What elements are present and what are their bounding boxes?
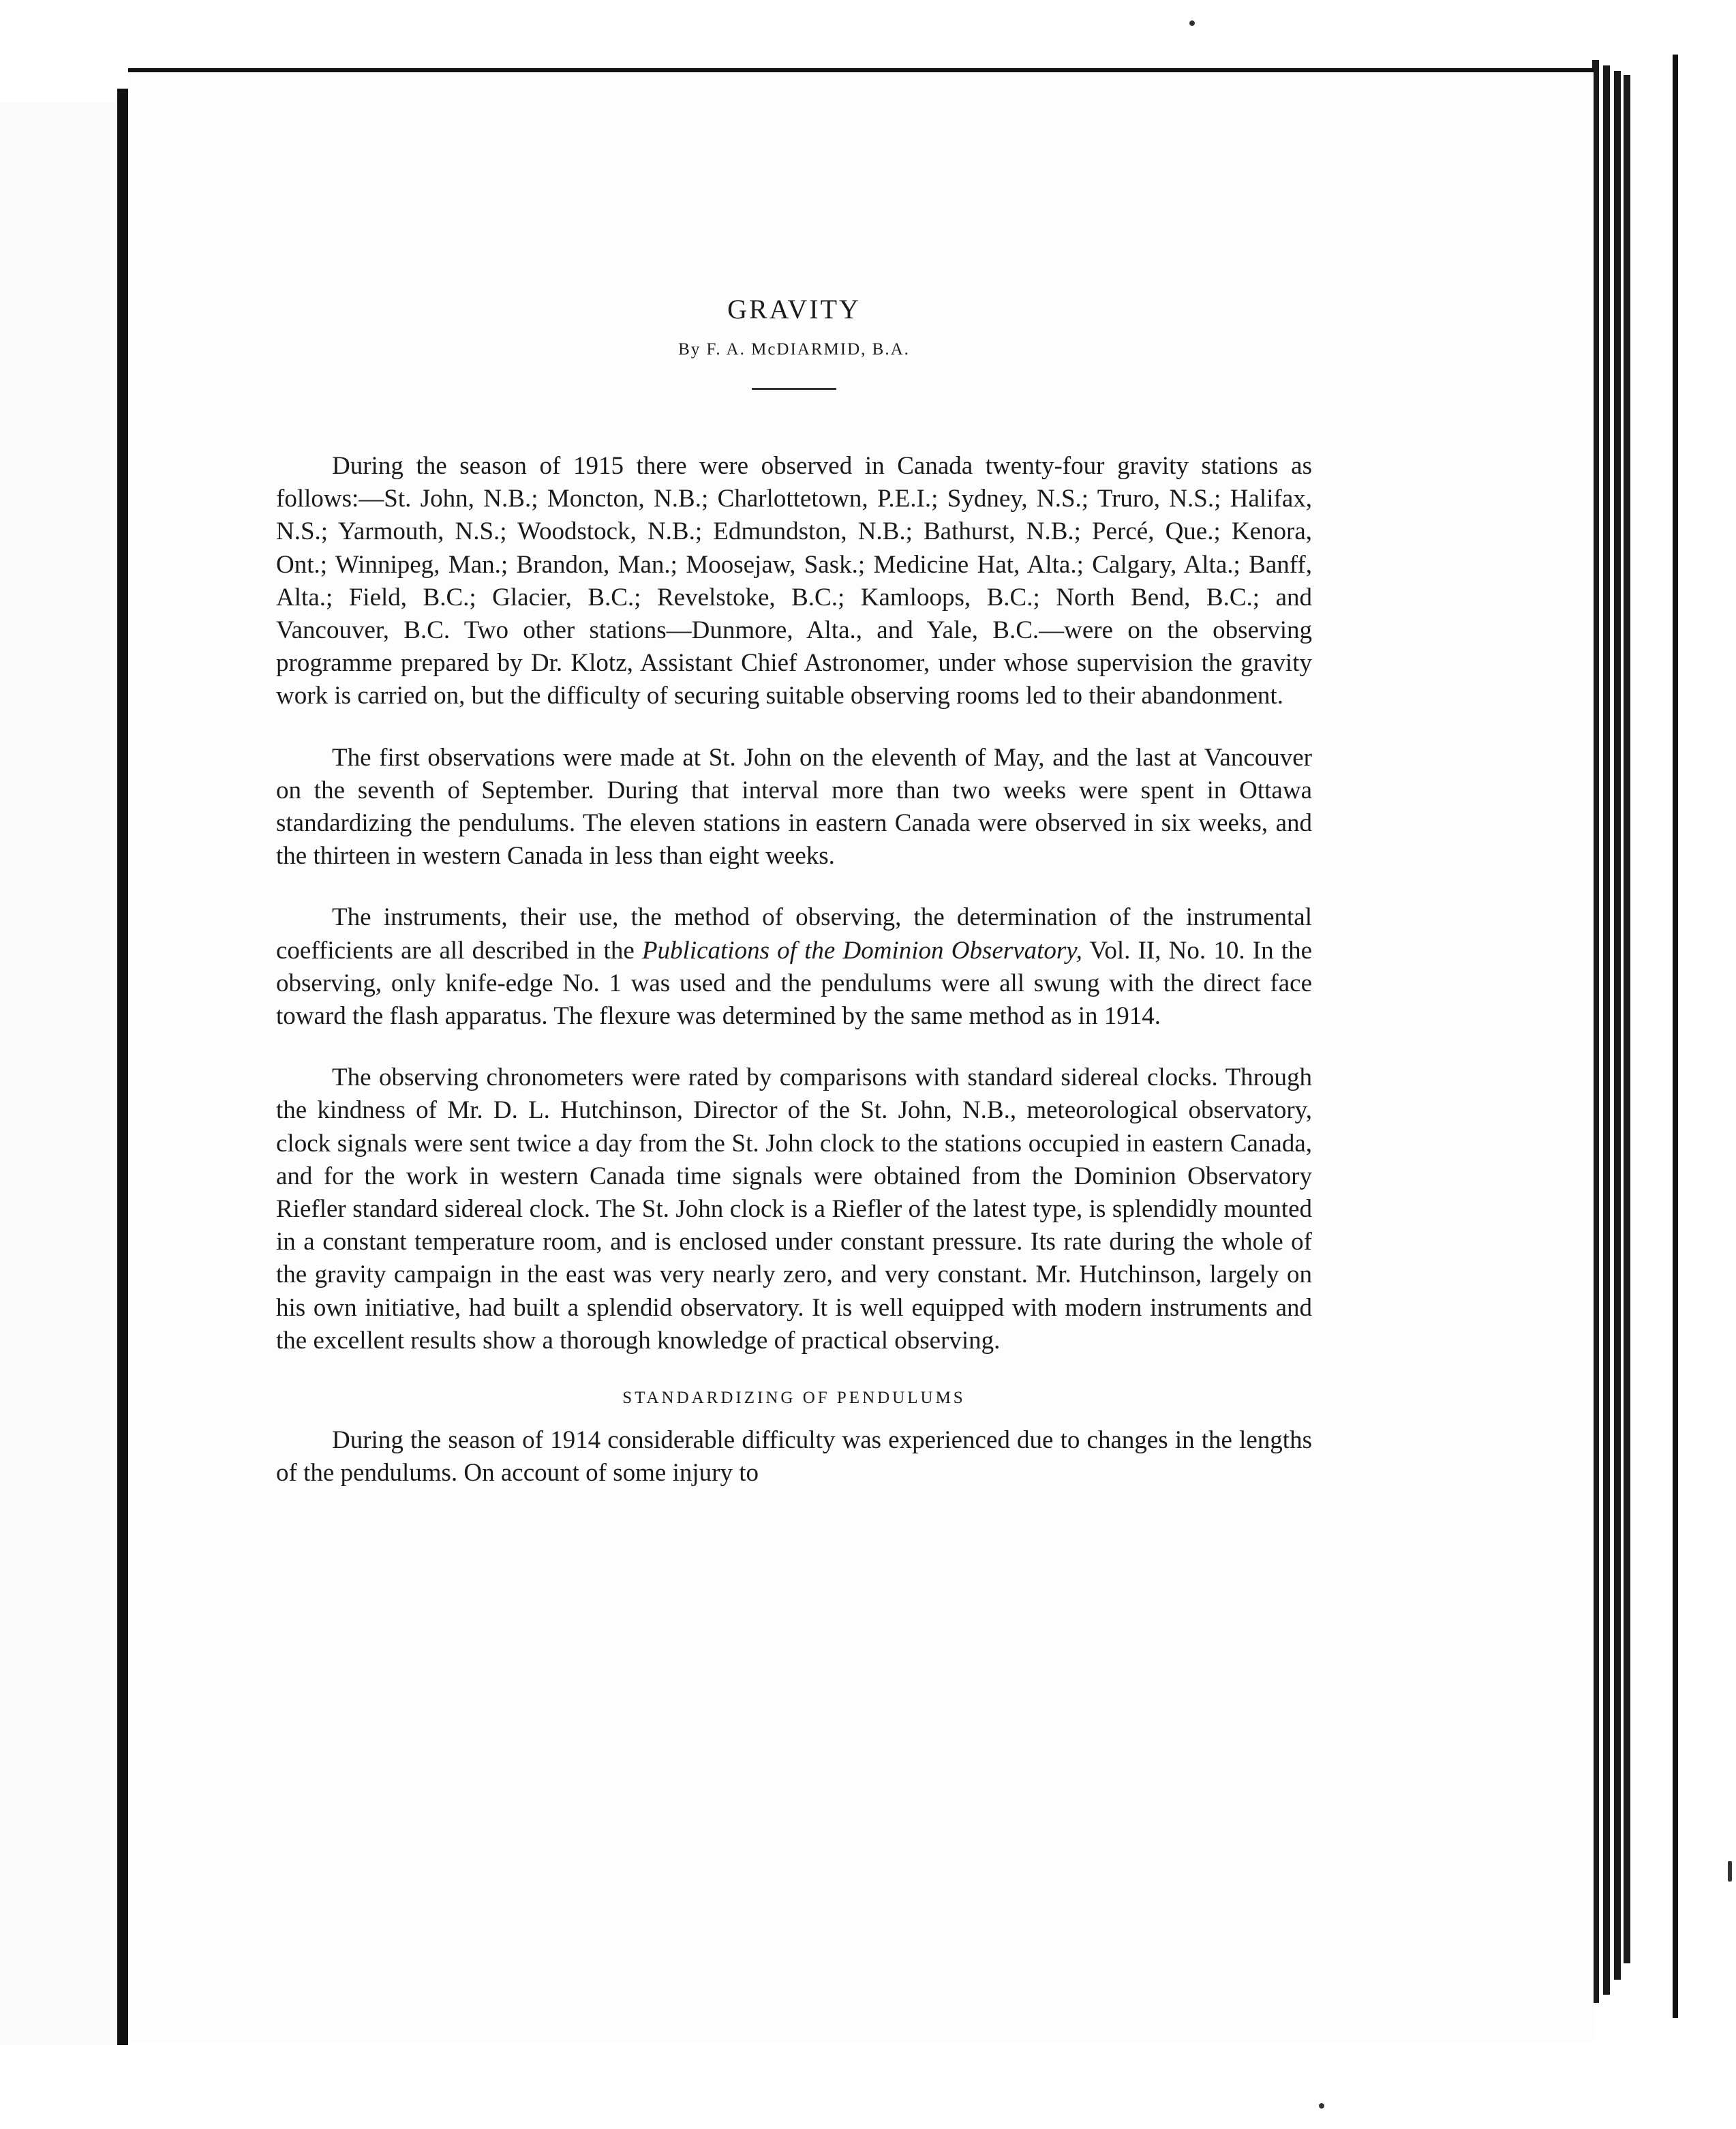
paragraph-chronometers: The observing chronometers were rated by comparisons with standard sidereal clocks. Through the kindness of Mr. D. L. Hutchinson, Director of the St. John, N.B., meteorological observatory, clock signals were sent twice a day from the St. John clock to the stations occupied in eastern Canada, and for the work in western Canada time signals were obtained from the Dominion Observatory Riefler standard sidereal clock. The St. John clock is a Riefler of the latest type, is splendidly mounted in a constant temperature room, and is enclosed under constant pressure. Its rate during the whole of the gravity campaign in the east was very nearly zero, and very constant. Mr. Hutchinson, largely on his own initiative, had built a splendid observatory. It is well equipped with modern instruments and the excellent results show a thorough knowledge of practical observing.	[276, 1063, 1312, 1355]
facing-page-edge	[0, 102, 116, 2045]
instruments-text-start: The instruments, their use, the method of observing, the determination of the instrumental coefficients are all described in the	[276, 903, 1312, 965]
section-heading: STANDARDIZING OF PENDULUMS	[622, 1389, 966, 1408]
instruments-text-end: Vol. II, No. 10. In the observing, only knife-edge No. 1 was used and the pendulums were all swung with the direct face toward the flash apparatus. The flexure was determined by the same method as in 1914.	[276, 936, 1312, 1031]
title-divider	[752, 388, 836, 390]
page-stack-line	[1603, 65, 1610, 1995]
paragraph-schedule: The first observations were made at St. John on the eleventh of May, and the last at Vancouver on the seventh of September. During that interval more than two weeks were spent in Ottawa standardizing the pendulums. The eleven stations in eastern Canada were observed in six weeks, and the thirteen in western Canada in less than eight weeks.	[276, 743, 1312, 871]
author-byline: By F. A. McDIARMID, B.A.	[678, 340, 910, 359]
article	[276, 293, 1312, 1518]
scan-speck	[1189, 20, 1195, 26]
paragraph-standardizing: During the season of 1914 considerable difficulty was experienced due to changes in the lengths of the pendulums. On account of some injury to	[276, 1426, 1312, 1488]
scan-speck	[1319, 2103, 1324, 2109]
page-stack-line	[1614, 71, 1621, 1980]
article-title: GRAVITY	[727, 294, 861, 324]
page-stack-edge	[1632, 55, 1678, 2018]
scan-mark	[1728, 1861, 1732, 1882]
page-stack-line	[1624, 75, 1630, 1963]
paragraph-instruments	[276, 901, 1312, 1033]
paragraph-stations: During the season of 1915 there were observed in Canada twenty-four gravity stations as follows:—St. John, N.B.; Moncton, N.B.; Charlottetown, P.E.I.; Sydney, N.S.; Truro, N.S.; Halifax, N.S.; Yarmouth, N.S.; Woodstock, N.B.; Edmundston, N.B.; Bathurst, N.B.; Percé, Que.; Kenora, Ont.; Winnipeg, Man.; Brandon, Man.; Moosejaw, Sask.; Medicine Hat, Alta.; Calgary, Alta.; Banff, Alta.; Field, B.C.; Glacier, B.C.; Revelstoke, B.C.; Kamloops, B.C.; North Bend, B.C.; and Vancouver, B.C. Two other stations—Dunmore, Alta., and Yale, B.C.—were on the observing programme prepared by Dr. Klotz, Assistant Chief Astronomer, under whose supervision the gravity work is carried on, but the difficulty of securing suitable observing rooms led to their abandonment.	[276, 452, 1312, 710]
publication-title: Publications of the Dominion Observatory,	[641, 936, 1082, 965]
book-spine-shadow	[117, 89, 128, 2045]
